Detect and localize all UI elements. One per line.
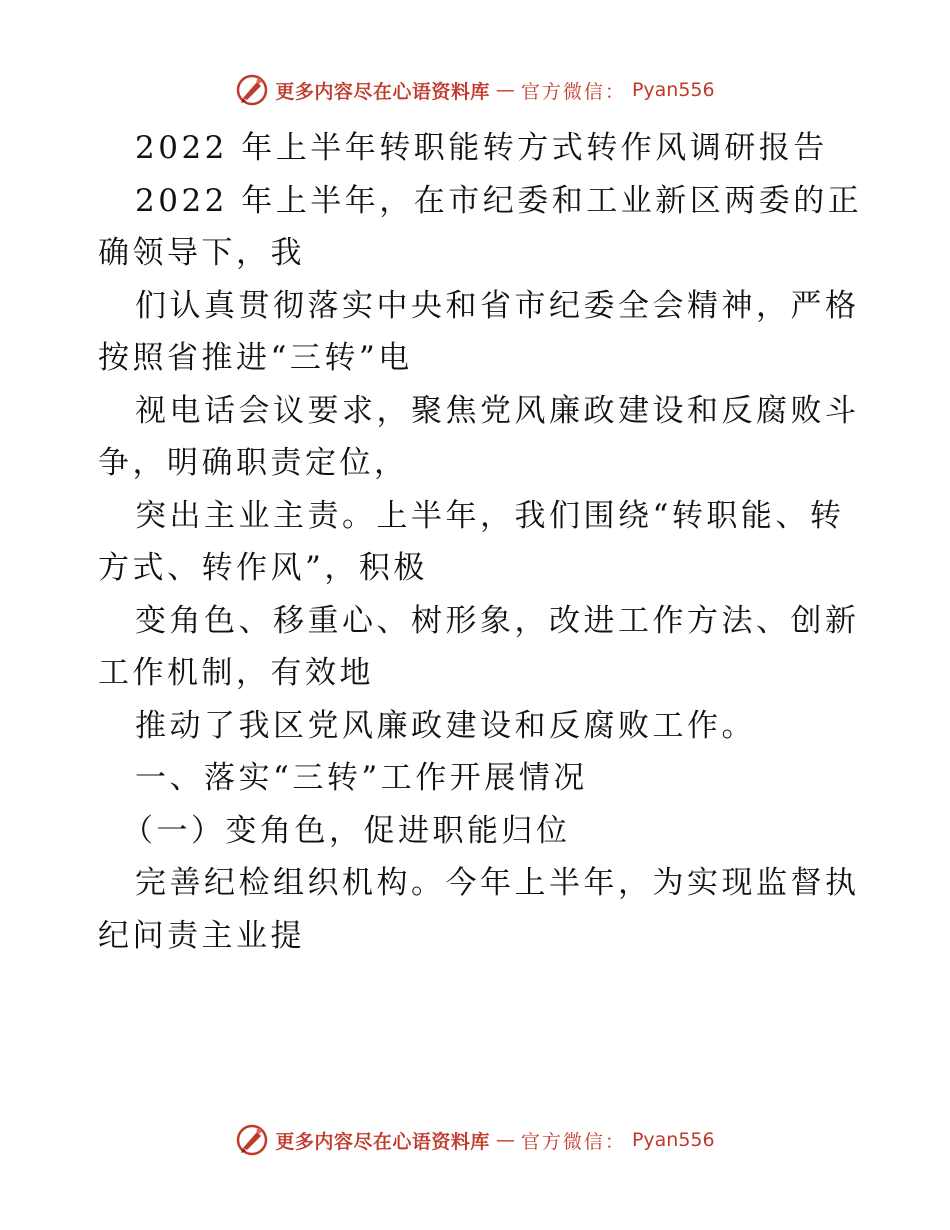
text-line: 2022 年上半年，在市纪委和工业新区两委的正 bbox=[135, 182, 863, 219]
pen-logo-icon bbox=[235, 1123, 269, 1157]
header-watermark bbox=[0, 70, 950, 110]
section-heading: 一、落实“三转”工作开展情况 bbox=[135, 760, 588, 796]
text-line: 方式、转作风”，积极 bbox=[98, 550, 428, 586]
watermark-brand: 更多内容尽在心语资料库 bbox=[275, 1130, 490, 1153]
footer-watermark bbox=[0, 1120, 950, 1160]
watermark-brand: 更多内容尽在心语资料库 bbox=[275, 80, 490, 103]
text-line: 按照省推进“三转”电 bbox=[98, 340, 413, 376]
text-line: 视电话会议要求，聚焦党风廉政建设和反腐败斗 bbox=[135, 392, 860, 429]
text-line: 推动了我区党风廉政建设和反腐败工作。 bbox=[135, 707, 756, 744]
watermark-wechat-id: Pyan556 bbox=[631, 79, 715, 101]
text-line: 们认真贯彻落实中央和省市纪委全会精神，严格 bbox=[135, 287, 860, 324]
pen-logo-icon bbox=[235, 73, 269, 107]
text-line: 突出主业主责。上半年，我们围绕“转职能、转 bbox=[135, 497, 845, 534]
text-line: 工作机制，有效地 bbox=[98, 655, 374, 691]
text-line: 完善纪检组织机构。今年上半年，为实现监督执 bbox=[135, 865, 860, 901]
text-line: 纪问责主业提 bbox=[98, 917, 305, 954]
document-body bbox=[98, 122, 863, 962]
watermark-wechat-label: 官方微信： bbox=[520, 80, 626, 103]
text-line: 争，明确职责定位， bbox=[98, 445, 409, 481]
watermark-wechat-id: Pyan556 bbox=[631, 1129, 715, 1151]
watermark-separator: — bbox=[495, 1129, 515, 1151]
text-line: 确领导下，我 bbox=[98, 235, 305, 271]
watermark-separator: — bbox=[495, 79, 515, 101]
watermark-wechat-label: 官方微信： bbox=[520, 1130, 626, 1153]
subsection-heading: （一）变角色，促进职能归位 bbox=[122, 812, 571, 849]
document-title: 2022 年上半年转职能转方式转作风调研报告 bbox=[135, 130, 828, 166]
text-line: 变角色、移重心、树形象，改进工作方法、创新 bbox=[135, 602, 860, 639]
